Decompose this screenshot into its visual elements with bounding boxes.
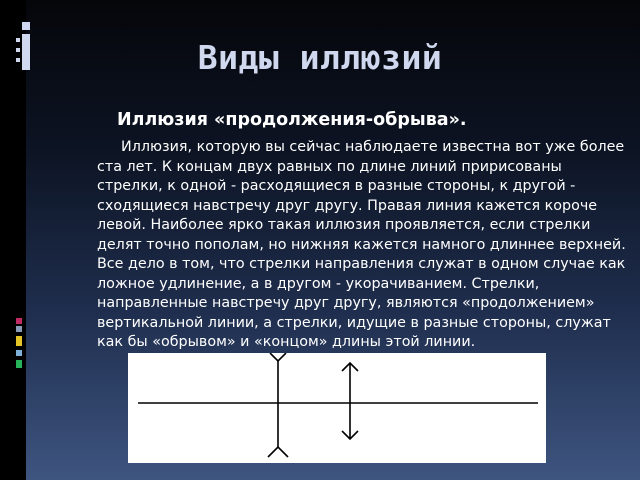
deco-square	[22, 22, 30, 30]
deco-square	[16, 360, 22, 368]
deco-square	[16, 350, 22, 356]
illusion-figure	[128, 353, 546, 463]
left-bottom-arrowhead	[268, 447, 288, 457]
slide-body-text: Иллюзия, которую вы сейчас наблюдаете известна вот уже более ста лет. К концам двух равных по длине линий пририсованы стрелки, к одной - расходящиеся в разные стороны, к другой - сходящиеся навстречу друг другу. Правая линия кажется короче левой. Наиболее ярко такая иллюзия проявляется, если стрелки делят точно пополам, но нижняя кажется намного длиннее верхней. Все дело в том, что стрелки направления служат в одном случае как ложное удлинение, а в другом - укорачиванием. Стрелки, направленные навстречу друг другу, являются «продолжением» вертикальной линии, а стрелки, идущие в разные стороны, служат как бы «обрывом» и «концом» длины этой линии.	[97, 139, 626, 350]
slide-subtitle: Иллюзия «продолжения-обрыва».	[117, 110, 467, 130]
left-top-arrowhead	[270, 353, 286, 361]
deco-square	[16, 318, 22, 324]
deco-square	[16, 326, 22, 332]
slide-title: Виды иллюзий	[197, 38, 443, 77]
deco-square	[16, 336, 22, 346]
illusion-drawing	[128, 353, 546, 463]
